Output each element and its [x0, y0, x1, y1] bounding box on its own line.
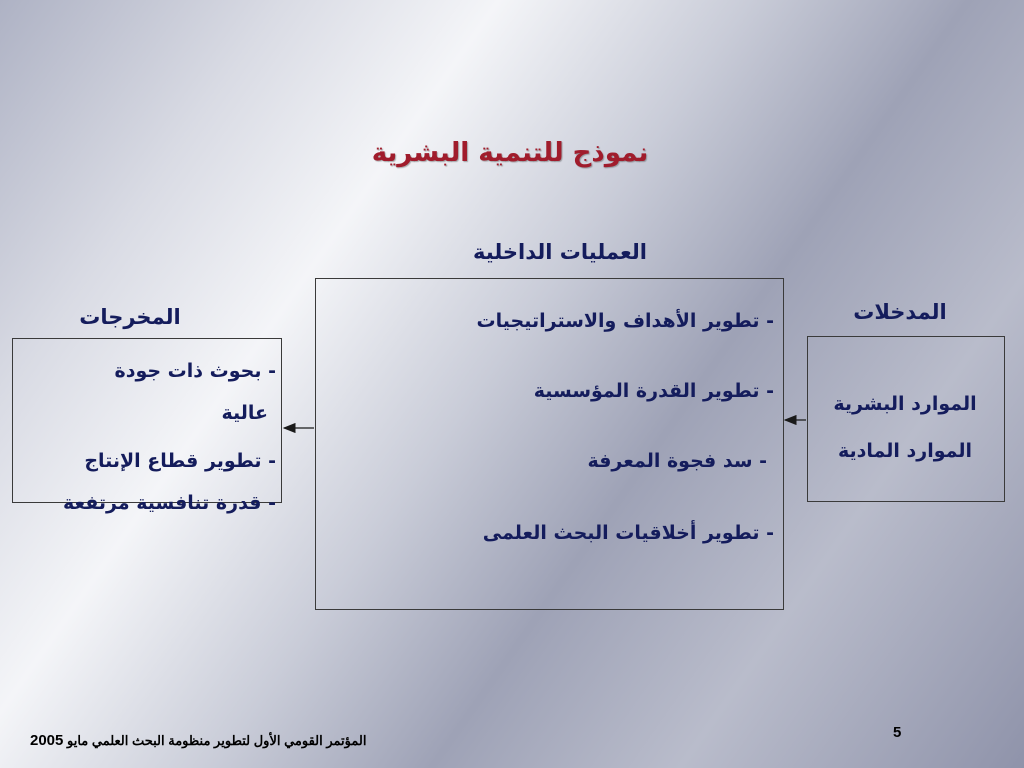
input-item-material-resources: الموارد المادية — [837, 440, 973, 462]
processes-header: العمليات الداخلية — [473, 240, 647, 264]
footer-conference: المؤتمر القومي الأول لتطوير منظومة البحث العلمي مايو — [67, 733, 367, 748]
page-number: 5 — [893, 724, 902, 741]
input-item-human-resources: الموارد البشرية — [833, 393, 977, 415]
footer-year: 2005 — [30, 732, 64, 749]
process-item-research-ethics: - تطوير أخلاقيات البحث العلمى — [482, 522, 774, 544]
output-line-competitiveness: - قدرة تنافسية مرتفعة — [62, 492, 276, 514]
inputs-header: المدخلات — [853, 300, 947, 324]
output-line-production-sector: - تطوير قطاع الإنتاج — [84, 450, 276, 472]
process-item-institutional-capacity: - تطوير القدرة المؤسسية — [533, 380, 774, 402]
process-item-knowledge-gap: - سد فجوة المعرفة — [587, 450, 767, 472]
output-line-quality-research: - بحوث ذات جودة — [114, 360, 276, 382]
output-line-high: عالية — [221, 402, 268, 424]
footer-text — [30, 732, 366, 749]
process-item-goals-strategies: - تطوير الأهداف والاستراتيجيات — [476, 310, 774, 332]
slide-title: نموذج للتنمية البشرية — [371, 138, 649, 168]
outputs-header: المخرجات — [79, 305, 181, 329]
